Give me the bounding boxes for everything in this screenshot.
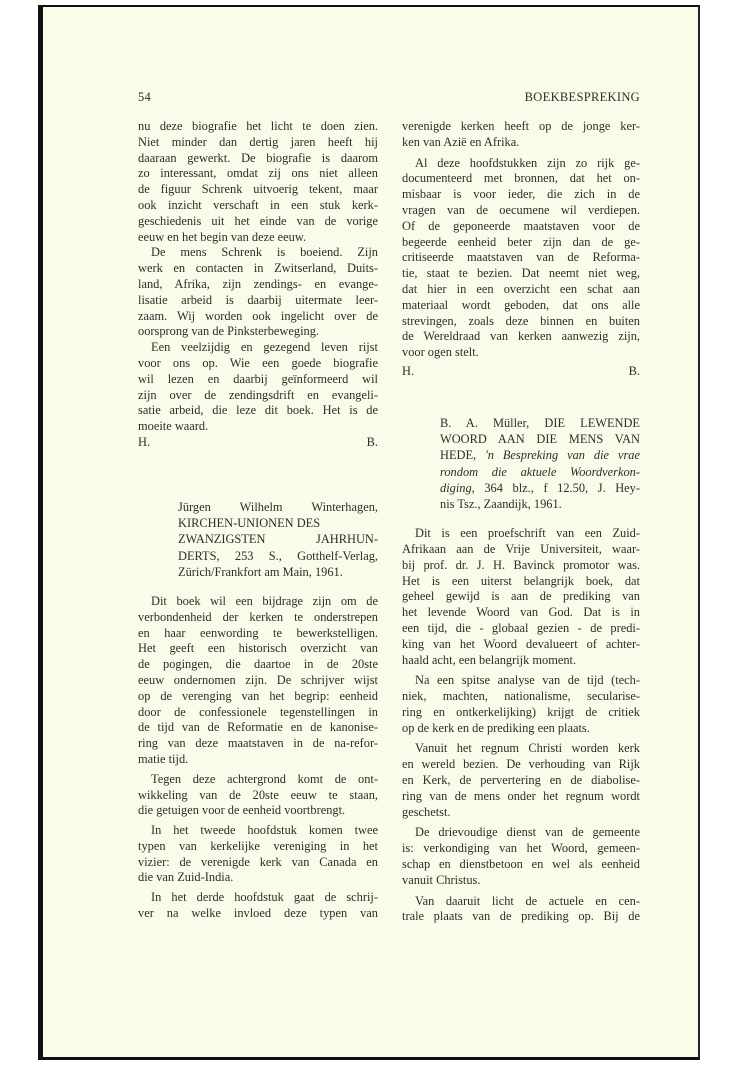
text-line bbox=[440, 447, 640, 463]
text-line: niek, machten, nationalisme, secularise- bbox=[402, 689, 640, 704]
paragraph bbox=[402, 526, 640, 668]
review2-end bbox=[402, 119, 640, 380]
paragraph bbox=[402, 825, 640, 888]
signature-initial-right: B. bbox=[628, 363, 640, 378]
italic-text: rondom die aktuele Woordverkon- bbox=[440, 464, 640, 479]
signature-initial-right: B. bbox=[366, 434, 378, 449]
running-title: BOEKBESPREKING bbox=[524, 90, 640, 104]
text-line: en wereld bezien. De verhouding van Rijk bbox=[402, 757, 640, 772]
text-line: Vanuit het regnum Christi worden kerk bbox=[415, 741, 640, 756]
review1-end bbox=[138, 119, 378, 451]
text-line: WOORD AAN DIE MENS VAN bbox=[440, 432, 640, 447]
text-line: Afrikaan aan de Vrije Universiteit, waar- bbox=[402, 541, 640, 556]
text-line: land, Afrika, zijn zendings- en evange- bbox=[138, 276, 378, 291]
italic-text: 'n Bespreking van die vrae bbox=[485, 448, 641, 463]
text-line: Of de geponeerde maatstaven voor de bbox=[402, 218, 640, 233]
text-line: wikkeling van de 20ste eeuw te staan, bbox=[138, 787, 378, 802]
text-line: strevingen, zoals deze binnen en buiten bbox=[402, 313, 640, 328]
text-line: op de verenging van het begrip: eenheid bbox=[138, 688, 378, 703]
text-line: nu deze biografie het licht te doen zien. bbox=[138, 119, 378, 133]
text-line: critiseerde maatstaven van de Reforma- bbox=[402, 250, 640, 265]
bibliographic-citation bbox=[178, 499, 378, 580]
text-line: De drievoudige dienst van de gemeente bbox=[415, 825, 640, 840]
text-line: misbaar is voor ieder, die zich in de bbox=[402, 187, 640, 202]
text-line: In het tweede hoofdstuk komen twee bbox=[151, 823, 378, 838]
reviewer-signature bbox=[402, 364, 640, 380]
text-line: voor ons op. Wie een goede biografie bbox=[138, 355, 378, 370]
text-line: ook inzicht verschaft in een stuk kerk- bbox=[138, 197, 378, 212]
text-line: geschiedenis uit het einde van de vorige bbox=[138, 213, 378, 228]
text-line: eeuw ondernomen zijn. De schrijver wijst bbox=[138, 672, 378, 687]
text-segment: , 364 blz., f 12.50, J. Hey- bbox=[471, 480, 640, 495]
text-line: Tegen deze achtergrond komt de ont- bbox=[151, 771, 378, 786]
paragraph bbox=[402, 741, 640, 820]
text-line: trale plaats van de prediking op. Bij de bbox=[402, 909, 640, 924]
text-line: Niet minder dan dertig jaren heeft hij bbox=[138, 134, 378, 149]
text-line: en Kerk, de pervertering en de diabolise- bbox=[402, 773, 640, 788]
text-line: king van het Woord devalueert of achter- bbox=[402, 636, 640, 651]
text-line: tie, staat te bezien. Dat neemt niet weg, bbox=[402, 266, 640, 281]
reviewer-signature bbox=[138, 435, 378, 451]
bibliographic-citation bbox=[440, 415, 640, 512]
paragraph bbox=[138, 890, 378, 922]
text-line: begeerde eenheid beter zijn dan de ge- bbox=[402, 234, 640, 249]
text-line: oorsprong van de Pinksterbeweging. bbox=[138, 324, 320, 339]
text-line: verbondenheid der kerken te onderstrepen bbox=[138, 609, 378, 624]
text-line: die van Zuid-India. bbox=[138, 870, 234, 885]
text-line: de figuur Schrenk uitvoerig tekent, maar bbox=[138, 182, 378, 197]
text-line: Het is een uiterst belangrijk boek, dat bbox=[402, 573, 640, 588]
text-line: materiaal wordt geboden, dat ons alle bbox=[402, 297, 640, 312]
paragraph bbox=[402, 673, 640, 736]
text-line: verenigde kerken heeft op de jonge ker- bbox=[402, 119, 640, 133]
paragraph bbox=[402, 156, 640, 361]
italic-text: diging bbox=[440, 480, 472, 495]
paragraph bbox=[138, 245, 378, 340]
text-line: De mens Schrenk is boeiend. Zijn bbox=[151, 245, 378, 260]
text-line: op de kerk en de prediking een plaats. bbox=[402, 720, 590, 735]
text-line: zo interessant, omdat zij ons niet alleen bbox=[138, 166, 378, 181]
paragraph bbox=[402, 894, 640, 926]
text-line: typen van kerkelijke vereniging in het bbox=[138, 838, 378, 853]
review3 bbox=[402, 415, 640, 925]
text-line: ver na welke invloed deze typen van bbox=[138, 906, 378, 921]
text-segment: HEDE, bbox=[440, 448, 486, 463]
text-line: eeuw en het begin van deze eeuw. bbox=[138, 229, 307, 244]
text-line: voor ogen stelt. bbox=[402, 345, 479, 360]
text-line: matie tijd. bbox=[138, 751, 189, 766]
text-line: zaam. Wij worden ook ingelicht over de bbox=[138, 308, 378, 323]
text-line: dat hier in een overzicht een schat aan bbox=[402, 281, 640, 296]
text-line: Al deze hoofdstukken zijn zo rijk ge- bbox=[415, 155, 640, 170]
text-line: nis Tsz., Zaandijk, 1961. bbox=[440, 496, 562, 511]
text-line: Een veelzijdig en gezegend leven rijst bbox=[151, 340, 378, 355]
text-line: daaraan gewerkt. De biografie is daarom bbox=[138, 150, 378, 165]
text-line: Na een spitse analyse van de tijd (tech- bbox=[415, 673, 640, 688]
text-line: ZWANZIGSTEN JAHRHUN- bbox=[178, 532, 378, 547]
paragraph bbox=[138, 340, 378, 435]
text-line: Het geeft een historisch overzicht van bbox=[138, 641, 378, 656]
text-line: satie arbeid, die leze dit boek. Het is de bbox=[138, 403, 378, 418]
text-line: Dit is een proefschrift van een Zuid- bbox=[415, 526, 640, 541]
text-line: vizier: de verenigde kerk van Canada en bbox=[138, 854, 378, 869]
text-line: wil lezen en daarbij geïnformeerd wil bbox=[138, 371, 378, 386]
text-line: vragen van de oecumene wil verdiepen. bbox=[402, 202, 640, 217]
text-line: geschetst. bbox=[402, 804, 451, 819]
text-line bbox=[440, 480, 640, 496]
text-line: moeite waard. bbox=[138, 419, 209, 434]
text-line: werk en contacten in Zwitserland, Duits- bbox=[138, 261, 378, 276]
text-line: zijn over de zendingsdrift en evangeli- bbox=[138, 387, 378, 402]
text-line: is: verkondiging van het Woord, gemeen- bbox=[402, 841, 640, 856]
text-line: lisatie arbeid is daarbij uitermate leer- bbox=[138, 292, 378, 307]
text-line: In het derde hoofdstuk gaat de schrij- bbox=[151, 890, 378, 905]
text-line: Dit boek wil een bijdrage zijn om de bbox=[151, 593, 378, 608]
text-line: de pogingen, die daartoe in de 20ste bbox=[138, 657, 378, 672]
text-line: Zürich/Frankfort am Main, 1961. bbox=[178, 564, 343, 579]
text-line: haald acht, een belangrijk moment. bbox=[402, 652, 577, 667]
text-line: ring van de mens onder het regnum wordt bbox=[402, 788, 640, 803]
paragraph bbox=[138, 594, 378, 768]
text-line: DERTS, 253 S., Gotthelf-Verlag, bbox=[178, 548, 378, 563]
paragraph bbox=[138, 823, 378, 886]
text-line: Van daaruit licht de actuele en cen- bbox=[415, 893, 640, 908]
text-line: B. A. Müller, DIE LEWENDE bbox=[440, 416, 640, 430]
text-line: vanuit Christus. bbox=[402, 872, 481, 887]
text-line: geheel gewijd is aan de prediking van bbox=[402, 589, 640, 604]
text-line: documenteerd met bronnen, dat het on- bbox=[402, 171, 640, 186]
text-line: een tijd, die - globaal gezien - de predi- bbox=[402, 620, 640, 635]
text-line: Jürgen Wilhelm Winterhagen, bbox=[178, 500, 378, 514]
text-line: door de confessionele tegenstellingen in bbox=[138, 704, 378, 719]
text-line: en haar eenwording te bewerkstelligen. bbox=[138, 625, 378, 640]
text-line: de tijd van de Reformatie en de kanonise- bbox=[138, 720, 378, 735]
paragraph bbox=[402, 119, 640, 151]
paragraph bbox=[138, 772, 378, 819]
text-line: KIRCHEN-UNIONEN DES bbox=[178, 516, 321, 531]
text-line bbox=[440, 464, 640, 480]
text-line: het levende Woord van God. Dat is in bbox=[402, 605, 640, 620]
text-line: ring en ontkerkelijking) krijgt de critiek bbox=[402, 704, 640, 719]
review2 bbox=[138, 499, 378, 922]
page-number: 54 bbox=[138, 90, 152, 104]
text-line: ken van Azië en Afrika. bbox=[402, 134, 520, 149]
text-line: de Wereldraad van kerken aanwezig zijn, bbox=[402, 329, 640, 344]
text-line: ring van deze maatstaven in de na-refor- bbox=[138, 736, 378, 751]
signature-initial-left: H. bbox=[138, 434, 151, 449]
text-line: bij prof. dr. J. H. Bavinck promotor was. bbox=[402, 557, 640, 572]
signature-initial-left: H. bbox=[402, 363, 415, 378]
paragraph bbox=[138, 119, 378, 245]
text-line: die getuigen voor de eenheid voortbrengt. bbox=[138, 803, 346, 818]
text-line: schap en dienstbetoon en wel als eenheid bbox=[402, 857, 640, 872]
